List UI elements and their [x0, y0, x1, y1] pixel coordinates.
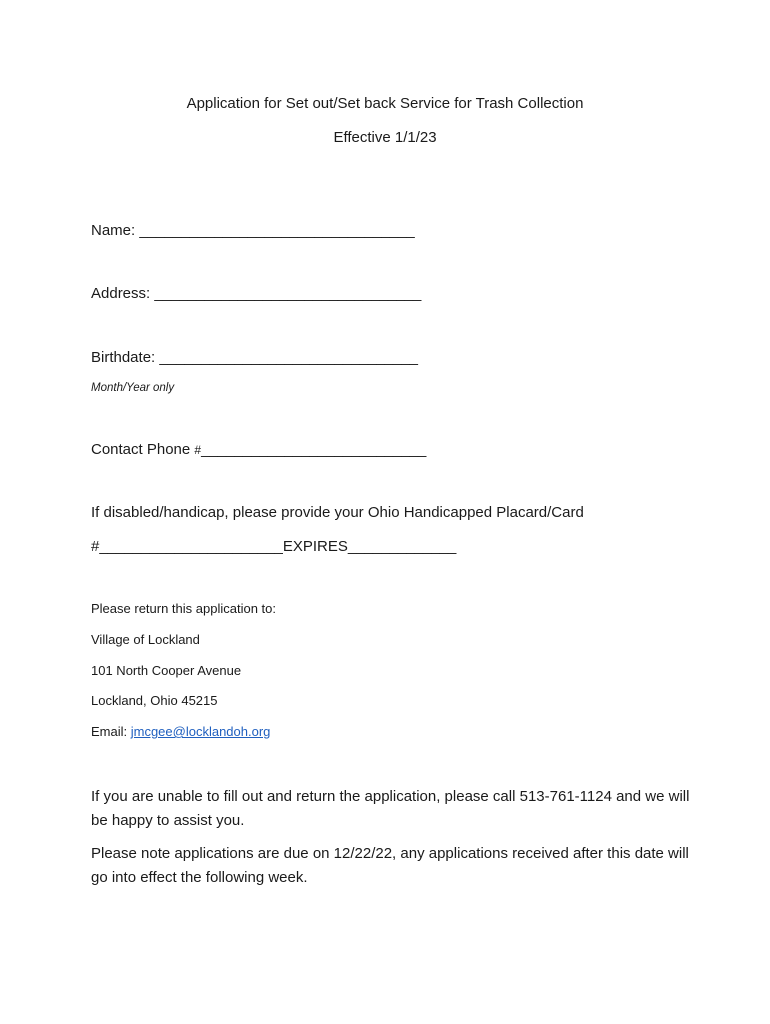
- birthdate-blank[interactable]: _______________________________: [159, 349, 419, 366]
- address-blank[interactable]: ________________________________: [154, 285, 422, 302]
- name-blank[interactable]: _________________________________: [139, 222, 415, 239]
- return-email-line: [91, 724, 270, 739]
- assist-paragraph: If you are unable to fill out and return the application, please call 513-761-1124 and we will be happy to assist you.: [91, 788, 690, 829]
- address-field[interactable]: [91, 285, 421, 302]
- return-city: Lockland, Ohio 45215: [91, 693, 218, 708]
- return-street: 101 North Cooper Avenue: [91, 663, 242, 678]
- name-field[interactable]: [91, 222, 415, 239]
- birthdate-label: Birthdate:: [91, 349, 156, 366]
- phone-label: Contact Phone: [91, 441, 191, 458]
- birthdate-field[interactable]: [91, 349, 418, 366]
- email-label: Email:: [91, 724, 131, 739]
- effective-date: Effective 1/1/23: [333, 129, 437, 146]
- name-label: Name:: [91, 222, 136, 239]
- document-title: Application for Set out/Set back Service for Trash Collection: [186, 95, 584, 112]
- phone-field[interactable]: [91, 441, 426, 458]
- placard-instructions: If disabled/handicap, please provide your Ohio Handicapped Placard/Card: [91, 504, 584, 521]
- address-label: Address:: [91, 285, 151, 302]
- birthdate-note: Month/Year only: [91, 382, 175, 394]
- placard-field[interactable]: #______________________EXPIRES_____________: [91, 538, 457, 555]
- phone-hash: #: [194, 443, 202, 457]
- deadline-paragraph: Please note applications are due on 12/22/22, any applications received after this date will go into effect the following week.: [91, 845, 689, 886]
- return-intro: Please return this application to:: [91, 601, 276, 616]
- return-org: Village of Lockland: [91, 632, 200, 647]
- email-link[interactable]: jmcgee@locklandoh.org: [130, 724, 271, 739]
- phone-blank[interactable]: ___________________________: [201, 441, 427, 458]
